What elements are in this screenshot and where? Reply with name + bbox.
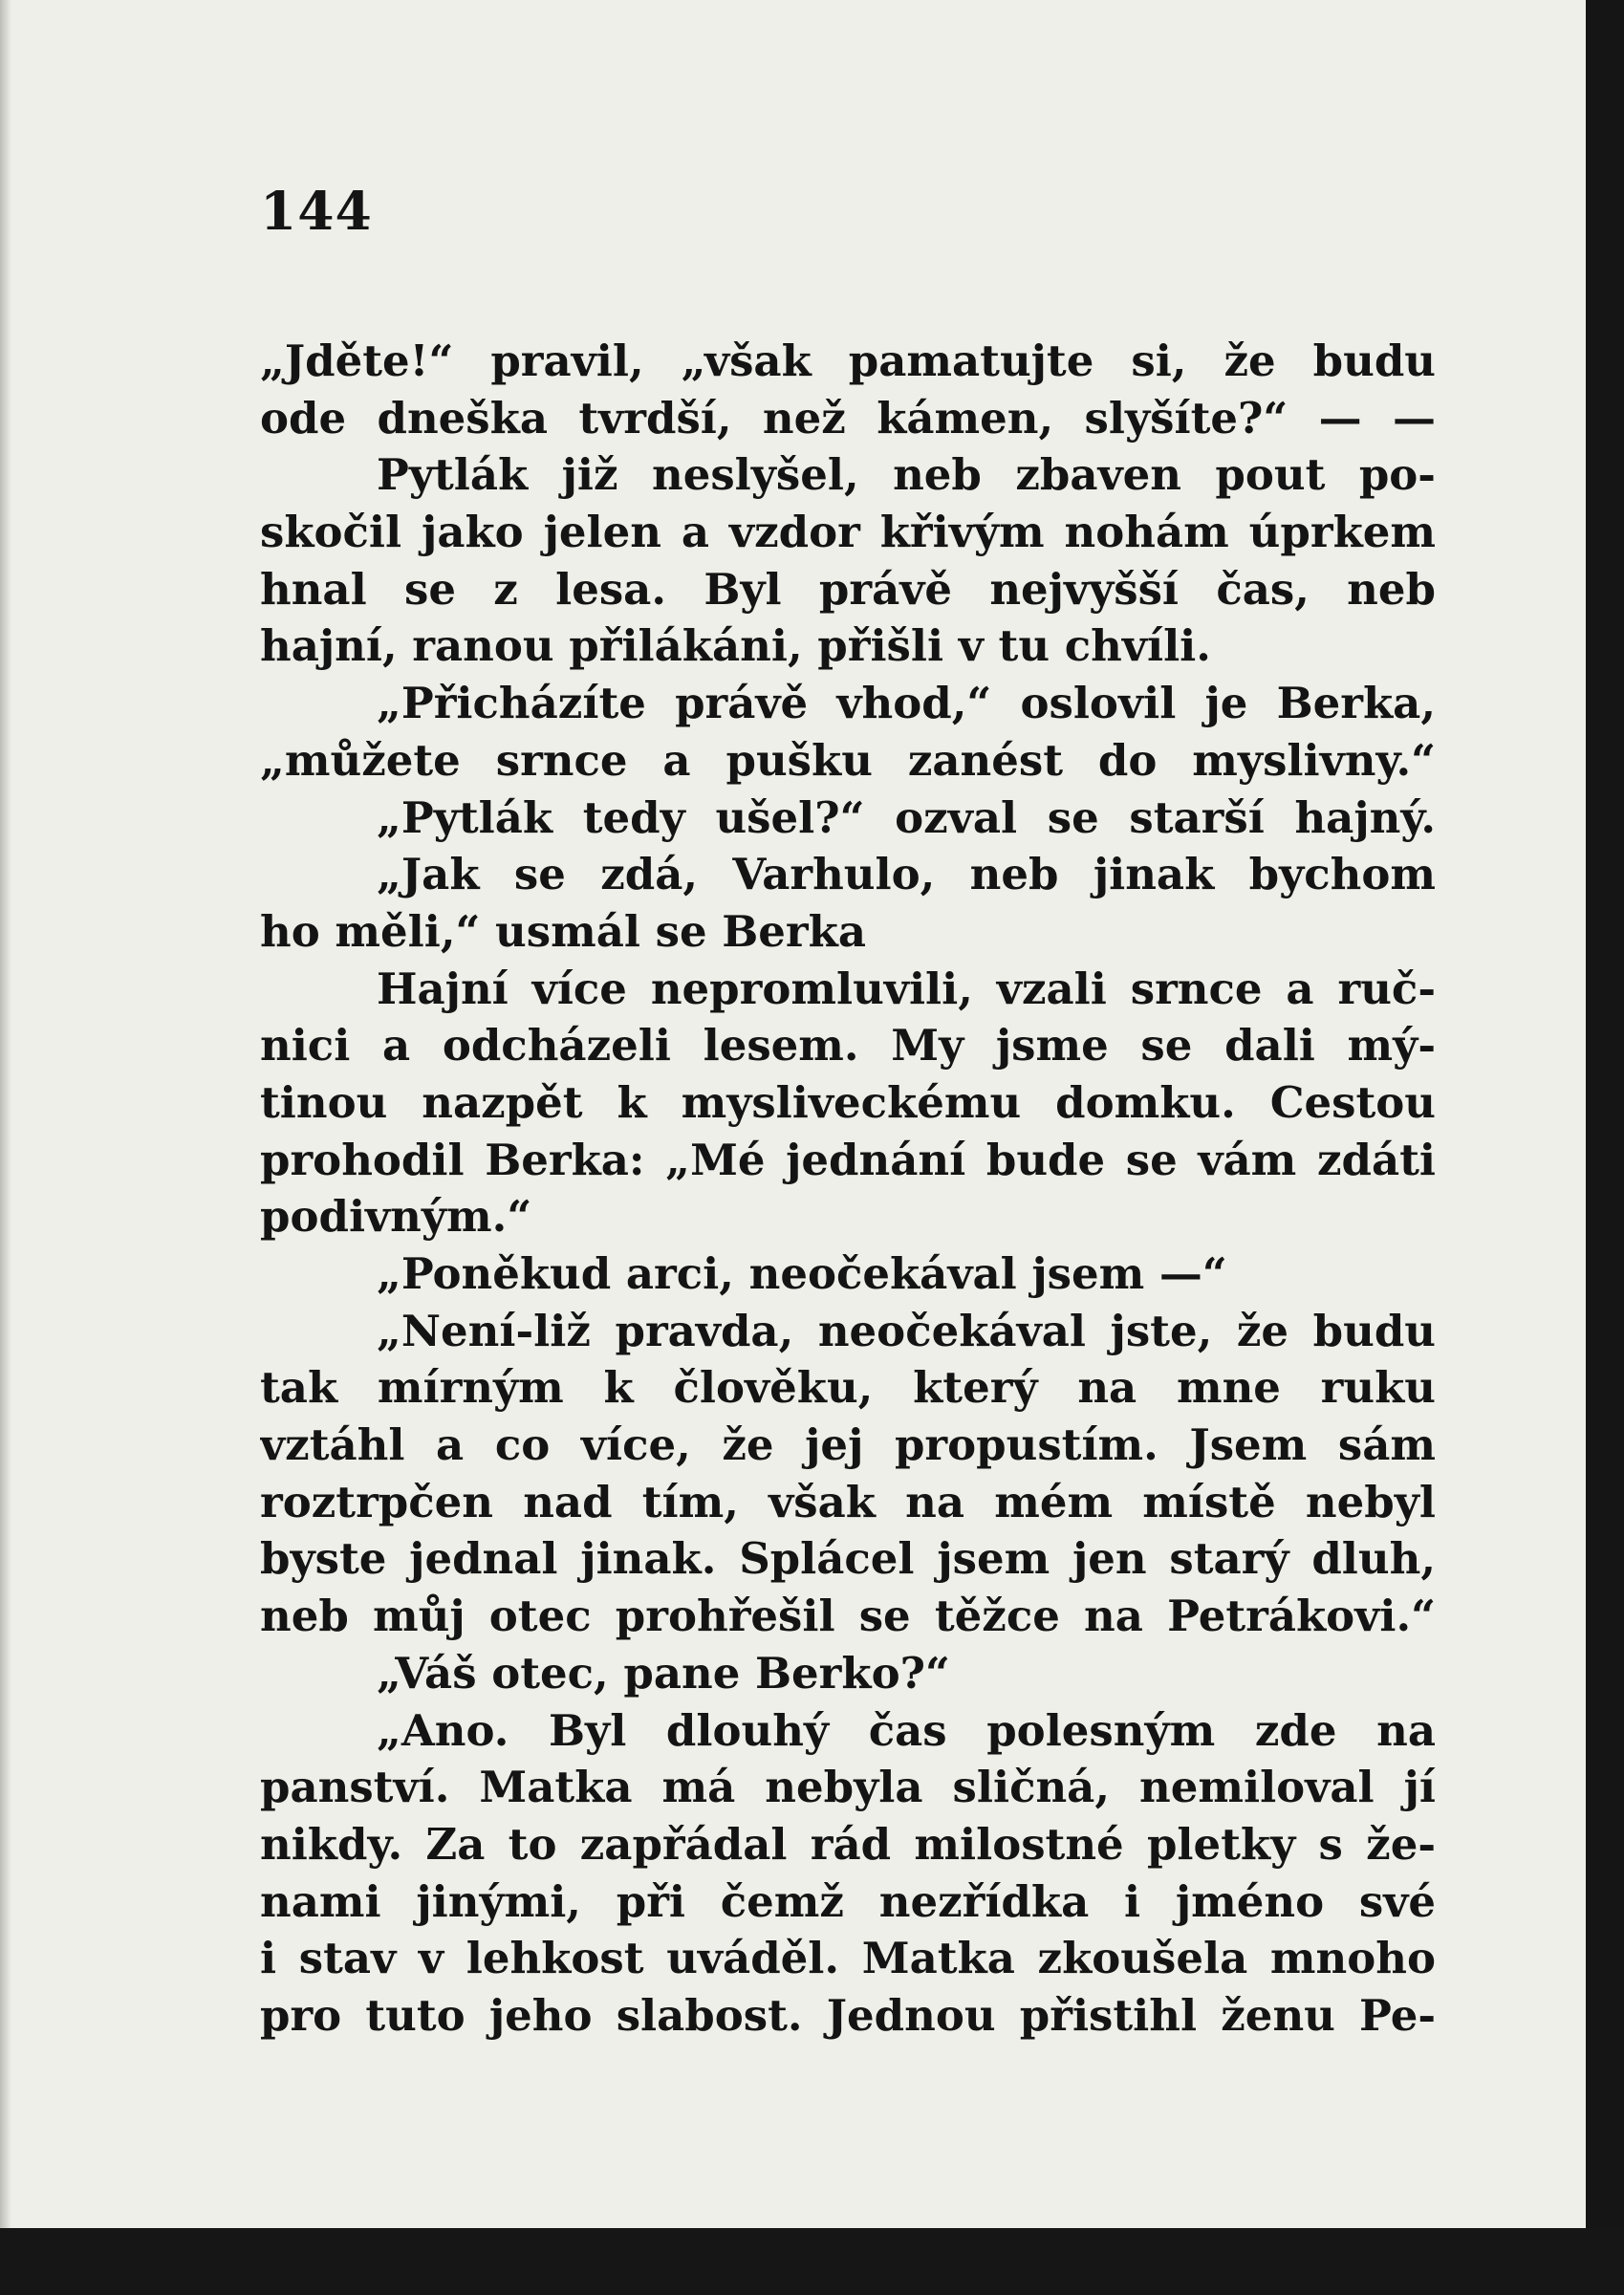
text-line: „Poněkud arci, neočekával jsem —“ — [377, 1248, 1227, 1299]
text-line: „Není-liž pravda, neočekával jste, že budu — [377, 1305, 1436, 1356]
text-line: byste jednal jinak. Splácel jsem jen starý dluh, — [260, 1533, 1436, 1585]
scan-bottom-band — [0, 2228, 1624, 2295]
text-line: hajní, ranou přilákáni, přišli v tu chvíli. — [260, 620, 1211, 672]
text-line: tak mírným k člověku, který na mne ruku — [260, 1362, 1436, 1414]
text-line: „Váš otec, pane Berko?“ — [377, 1647, 950, 1699]
text-line: skočil jako jelen a vzdor křivým nohám úprkem — [260, 507, 1436, 558]
text-line: „Ano. Byl dlouhý čas polesným zde na — [377, 1704, 1436, 1756]
text-line: „Přicházíte právě vhod,“ oslovil je Berka, — [377, 678, 1436, 729]
page-number: 144 — [260, 180, 373, 242]
body-text — [260, 333, 1436, 2045]
text-line: Pytlák již neslyšel, neb zbaven pout po- — [377, 449, 1436, 501]
text-line: prohodil Berka: „Mé jednání bude se vám zdáti — [260, 1134, 1436, 1185]
text-line: nami jinými, při čemž nezřídka i jméno své — [260, 1875, 1436, 1927]
text-line: ode dneška tvrdší, než kámen, slyšíte?“ — — — [260, 392, 1436, 444]
page-left-shadow — [0, 0, 11, 2228]
text-line: nikdy. Za to zapřádal rád milostné pletky s že- — [260, 1818, 1436, 1870]
text-line: panství. Matka má nebyla sličná, nemiloval jí — [260, 1762, 1436, 1813]
text-line: pro tuto jeho slabost. Jednou přistihl ženu Pe- — [260, 1989, 1436, 2041]
text-line: ho měli,“ usmál se Berka — [260, 905, 866, 957]
text-line: neb můj otec prohřešil se těžce na Petrákovi.“ — [260, 1591, 1436, 1642]
text-line: nici a odcházeli lesem. My jsme se dali mý- — [260, 1020, 1436, 1072]
text-line: „Jděte!“ pravil, „však pamatujte si, že budu — [260, 336, 1436, 386]
text-line: vztáhl a co více, že jej propustím. Jsem sám — [260, 1419, 1436, 1471]
text-line: „můžete srnce a pušku zanést do myslivny.“ — [260, 734, 1436, 786]
text-line: Hajní více nepromluvili, vzali srnce a ruč- — [377, 963, 1436, 1014]
text-line: i stav v lehkost uváděl. Matka zkoušela mnoho — [260, 1933, 1436, 1984]
text-line: podivným.“ — [260, 1191, 532, 1243]
page-right-edge — [1586, 0, 1624, 2295]
text-line: hnal se z lesa. Byl právě nejvyšší čas, neb — [260, 563, 1436, 615]
text-line: „Pytlák tedy ušel?“ ozval se starší hajný. — [377, 791, 1436, 843]
text-line: „Jak se zdá, Varhulo, neb jinak bychom — [377, 849, 1436, 900]
text-line: tinou nazpět k mysliveckému domku. Cestou — [260, 1076, 1436, 1128]
text-line: roztrpčen nad tím, však na mém místě nebyl — [260, 1476, 1436, 1527]
